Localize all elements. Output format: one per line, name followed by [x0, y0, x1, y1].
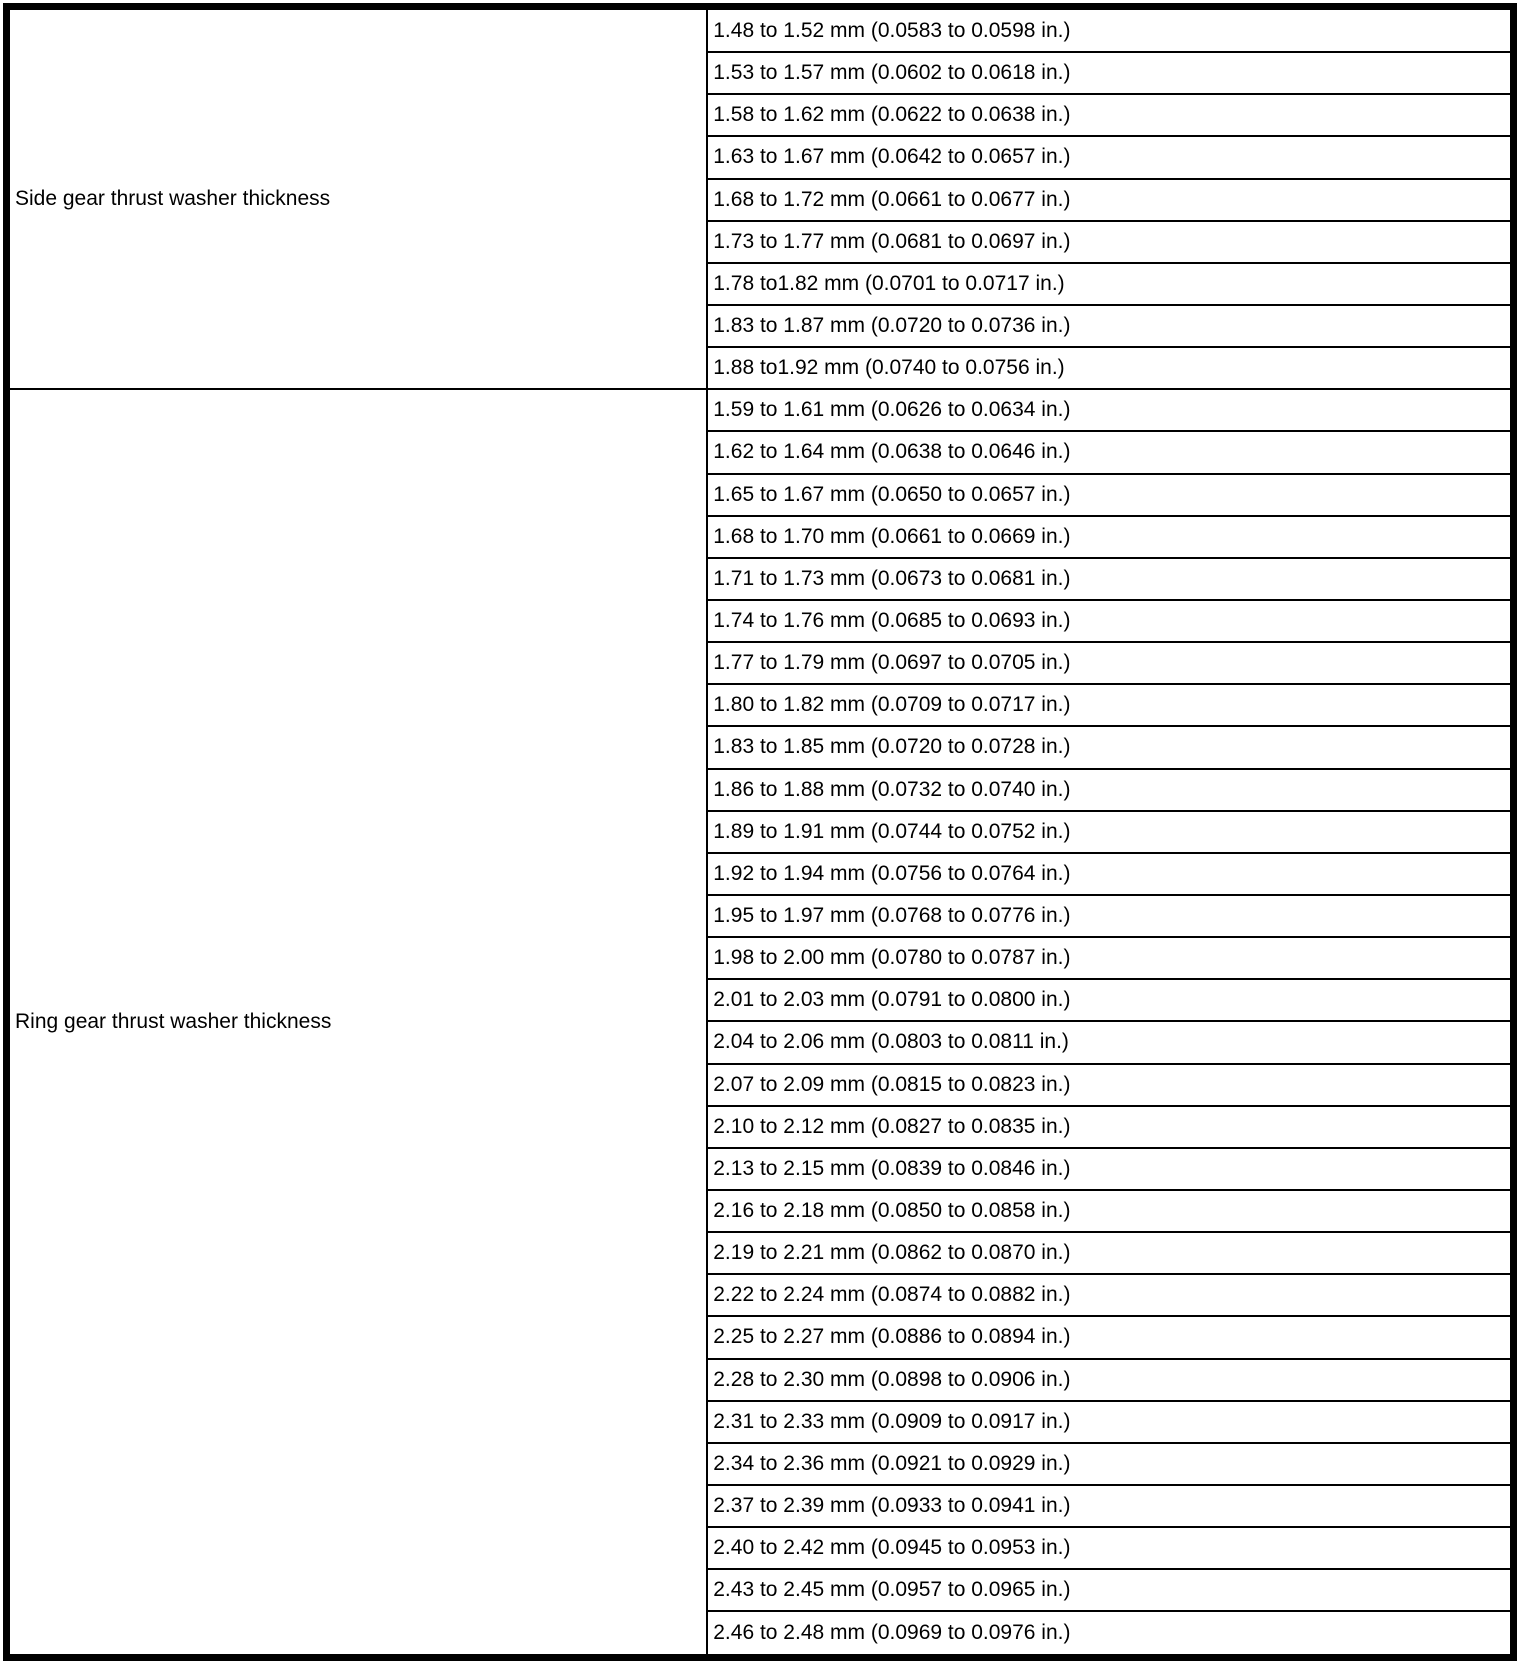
table-row: [7, 389, 1514, 431]
value-cell: 2.25 to 2.27 mm (0.0886 to 0.0894 in.): [707, 1316, 1513, 1358]
value-cell: 1.74 to 1.76 mm (0.0685 to 0.0693 in.): [707, 600, 1513, 642]
value-cell: 2.22 to 2.24 mm (0.0874 to 0.0882 in.): [707, 1274, 1513, 1316]
value-cell: 1.80 to 1.82 mm (0.0709 to 0.0717 in.): [707, 684, 1513, 726]
spec-table-body: [7, 7, 1514, 1658]
value-cell: 1.88 to1.92 mm (0.0740 to 0.0756 in.): [707, 347, 1513, 389]
value-cell: 1.68 to 1.72 mm (0.0661 to 0.0677 in.): [707, 179, 1513, 221]
value-cell: 1.89 to 1.91 mm (0.0744 to 0.0752 in.): [707, 811, 1513, 853]
value-cell: 2.01 to 2.03 mm (0.0791 to 0.0800 in.): [707, 979, 1513, 1021]
value-cell: 1.73 to 1.77 mm (0.0681 to 0.0697 in.): [707, 221, 1513, 263]
value-cell: 2.40 to 2.42 mm (0.0945 to 0.0953 in.): [707, 1527, 1513, 1569]
value-cell: 2.46 to 2.48 mm (0.0969 to 0.0976 in.): [707, 1611, 1513, 1657]
value-cell: 2.43 to 2.45 mm (0.0957 to 0.0965 in.): [707, 1569, 1513, 1611]
value-cell: 2.16 to 2.18 mm (0.0850 to 0.0858 in.): [707, 1190, 1513, 1232]
value-cell: 2.10 to 2.12 mm (0.0827 to 0.0835 in.): [707, 1106, 1513, 1148]
value-cell: 1.98 to 2.00 mm (0.0780 to 0.0787 in.): [707, 937, 1513, 979]
value-cell: 1.53 to 1.57 mm (0.0602 to 0.0618 in.): [707, 52, 1513, 94]
value-cell: 1.83 to 1.87 mm (0.0720 to 0.0736 in.): [707, 305, 1513, 347]
value-cell: 1.83 to 1.85 mm (0.0720 to 0.0728 in.): [707, 726, 1513, 768]
value-cell: 2.04 to 2.06 mm (0.0803 to 0.0811 in.): [707, 1021, 1513, 1063]
value-cell: 1.62 to 1.64 mm (0.0638 to 0.0646 in.): [707, 431, 1513, 473]
value-cell: 2.28 to 2.30 mm (0.0898 to 0.0906 in.): [707, 1359, 1513, 1401]
thrust-washer-spec-table: [3, 3, 1517, 1661]
value-cell: 1.59 to 1.61 mm (0.0626 to 0.0634 in.): [707, 389, 1513, 431]
value-cell: 1.65 to 1.67 mm (0.0650 to 0.0657 in.): [707, 474, 1513, 516]
value-cell: 1.92 to 1.94 mm (0.0756 to 0.0764 in.): [707, 853, 1513, 895]
value-cell: 2.37 to 2.39 mm (0.0933 to 0.0941 in.): [707, 1485, 1513, 1527]
value-cell: 1.63 to 1.67 mm (0.0642 to 0.0657 in.): [707, 136, 1513, 178]
value-cell: 2.13 to 2.15 mm (0.0839 to 0.0846 in.): [707, 1148, 1513, 1190]
value-cell: 2.34 to 2.36 mm (0.0921 to 0.0929 in.): [707, 1443, 1513, 1485]
section-label: Ring gear thrust washer thickness: [7, 389, 708, 1657]
value-cell: 1.48 to 1.52 mm (0.0583 to 0.0598 in.): [707, 7, 1513, 53]
value-cell: 2.19 to 2.21 mm (0.0862 to 0.0870 in.): [707, 1232, 1513, 1274]
table-row: [7, 7, 1514, 53]
value-cell: 1.95 to 1.97 mm (0.0768 to 0.0776 in.): [707, 895, 1513, 937]
section-label: Side gear thrust washer thickness: [7, 7, 708, 390]
value-cell: 1.71 to 1.73 mm (0.0673 to 0.0681 in.): [707, 558, 1513, 600]
value-cell: 2.07 to 2.09 mm (0.0815 to 0.0823 in.): [707, 1064, 1513, 1106]
value-cell: 1.78 to1.82 mm (0.0701 to 0.0717 in.): [707, 263, 1513, 305]
value-cell: 1.77 to 1.79 mm (0.0697 to 0.0705 in.): [707, 642, 1513, 684]
value-cell: 1.58 to 1.62 mm (0.0622 to 0.0638 in.): [707, 94, 1513, 136]
value-cell: 1.86 to 1.88 mm (0.0732 to 0.0740 in.): [707, 769, 1513, 811]
value-cell: 2.31 to 2.33 mm (0.0909 to 0.0917 in.): [707, 1401, 1513, 1443]
value-cell: 1.68 to 1.70 mm (0.0661 to 0.0669 in.): [707, 516, 1513, 558]
